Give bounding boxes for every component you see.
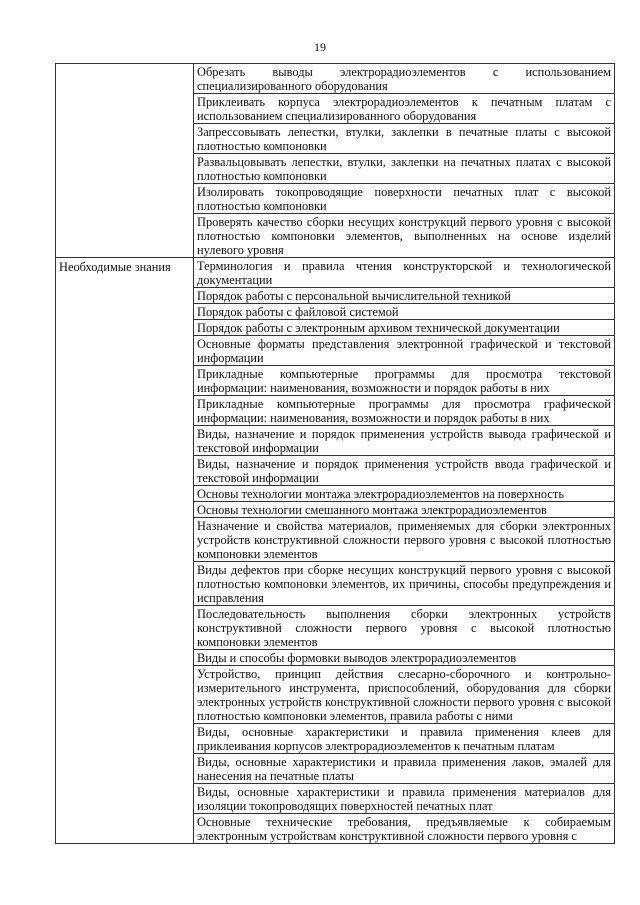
requirement-cell — [194, 214, 615, 258]
requirement-cell — [194, 94, 615, 124]
requirement-text: Виды дефектов при сборке несущих конструкций первого уровня с высокой плотностью компоновки элементов, их причины, способы предупреждения и исправления — [197, 563, 611, 605]
table-row — [56, 258, 615, 288]
requirement-text: Развальцовывать лепестки, втулки, заклепки на печатных платах с высокой плотностью компоновки — [197, 155, 611, 183]
requirement-text: Назначение и свойства материалов, применяемых для сборки электронных устройств конструктивной сложности первого уровня с высокой плотностью компоновки элементов — [197, 519, 611, 561]
section-label-cell — [56, 258, 194, 844]
requirement-cell — [194, 606, 615, 650]
requirement-cell — [194, 320, 615, 336]
requirements-table — [55, 63, 615, 844]
requirement-cell — [194, 754, 615, 784]
section-label — [59, 65, 190, 66]
requirement-text: Порядок работы с файловой системой — [197, 305, 399, 319]
requirements-table-body — [56, 64, 615, 844]
requirement-cell — [194, 336, 615, 366]
requirement-cell — [194, 562, 615, 606]
requirement-text: Виды, основные характеристики и правила применения клеев для приклеивания корпусов электрорадиоэлементов к печатным платам — [197, 725, 611, 753]
requirement-text: Прикладные компьютерные программы для просмотра графической информации: наименования, возможности и порядок работы в них — [197, 397, 611, 425]
requirement-cell — [194, 486, 615, 502]
requirement-cell — [194, 518, 615, 562]
requirement-text: Проверять качество сборки несущих конструкций первого уровня с высокой плотностью компоновки элементов, выполненных на основе изделий нулевого уровня — [197, 215, 611, 257]
requirement-cell — [194, 366, 615, 396]
requirement-cell — [194, 154, 615, 184]
requirement-cell — [194, 288, 615, 304]
requirement-text: Устройство, принцип действия слесарно-сборочного и контрольно-измерительного инструмента, приспособлений, оборудования для сборки электронных устройств конструктивной сложности первого уровня с высокой плотностью компоновки элементов, правила работы с ними — [197, 667, 611, 723]
requirement-text: Запрессовывать лепестки, втулки, заклепки в печатные платы с высокой плотностью компоновки — [197, 125, 611, 153]
requirement-text: Виды и способы формовки выводов электрорадиоэлементов — [197, 651, 517, 665]
requirement-text: Виды, основные характеристики и правила применения материалов для изоляции токопроводящих поверхностей печатных плат — [197, 785, 611, 813]
requirement-text: Прикладные компьютерные программы для просмотра текстовой информации: наименования, возможности и порядок работы в них — [197, 367, 611, 395]
table-row — [56, 64, 615, 94]
requirement-cell — [194, 814, 615, 844]
requirement-text: Виды, назначение и порядок применения устройств ввода графической и текстовой информации — [197, 457, 611, 485]
requirement-text: Порядок работы с персональной вычислительной техникой — [197, 289, 511, 303]
section-label-cell — [56, 64, 194, 258]
requirement-text: Основные форматы представления электронной графической и текстовой информации — [197, 337, 611, 365]
requirement-cell — [194, 724, 615, 754]
requirement-text: Терминология и правила чтения конструкторской и технологической документации — [197, 259, 611, 287]
requirement-text: Приклеивать корпуса электрорадиоэлементов к печатным платам с использованием специализированного оборудования — [197, 95, 611, 123]
requirement-cell — [194, 666, 615, 724]
requirement-cell — [194, 456, 615, 486]
section-label: Необходимые знания — [59, 260, 171, 274]
requirement-cell — [194, 426, 615, 456]
requirement-text: Порядок работы с электронным архивом технической документации — [197, 321, 560, 335]
requirement-text: Виды, основные характеристики и правила применения лаков, эмалей для нанесения на печатные платы — [197, 755, 611, 783]
requirement-text: Основы технологии монтажа электрорадиоэлементов на поверхность — [197, 487, 564, 501]
requirement-text: Основы технологии смешанного монтажа электрорадиоэлементов — [197, 503, 547, 517]
requirement-text: Обрезать выводы электрорадиоэлементов с использованием специализированного оборудования — [197, 65, 611, 93]
requirement-cell — [194, 650, 615, 666]
requirement-text: Изолировать токопроводящие поверхности печатных плат с высокой плотностью компоновки — [197, 185, 611, 213]
requirement-text: Виды, назначение и порядок применения устройств вывода графической и текстовой информации — [197, 427, 611, 455]
requirement-cell — [194, 184, 615, 214]
requirement-cell — [194, 124, 615, 154]
requirement-text: Последовательность выполнения сборки электронных устройств конструктивной сложности первого уровня с высокой плотностью компоновки элементов — [197, 607, 611, 649]
requirement-cell — [194, 258, 615, 288]
requirement-cell — [194, 396, 615, 426]
requirement-cell — [194, 304, 615, 320]
requirement-cell — [194, 784, 615, 814]
page-number: 19 — [314, 40, 326, 54]
requirement-text: Основные технические требования, предъявляемые к собираемым электронным устройствам конструктивной сложности первого уровня с — [197, 815, 611, 843]
requirement-cell — [194, 64, 615, 94]
requirement-cell — [194, 502, 615, 518]
